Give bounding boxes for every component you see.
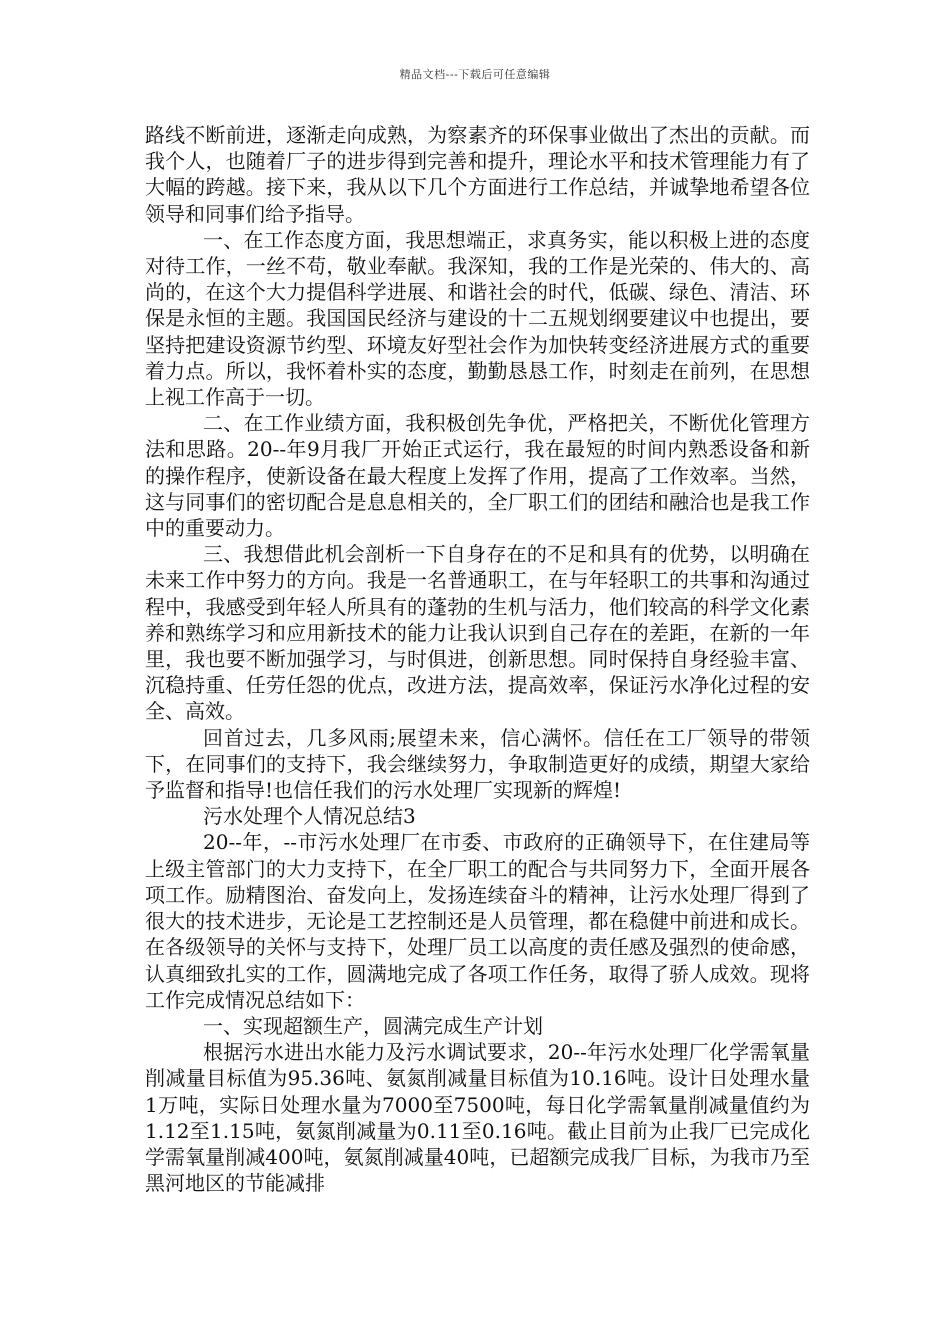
paragraph: 20--年，--市污水处理厂在市委、市政府的正确领导下，在住建局等上级主管部门的大力支持下，在全厂职工的配合与共同努力下，全面开展各项工作。励精图治、奋发向上，发扬连续奋斗的精神，让污水处理厂得到了很大的技术进步，无论是工艺控制还是人员管理，都在稳健中前进和成长。在各级领导的关怀与支持下，处理厂员工以高度的责任感及强烈的使命感，认真细致扎实的工作，圆满地完成了各项工作任务，取得了骄人成效。现将工作完成情况总结如下：: [145, 830, 810, 1012]
section-title: 污水处理个人情况总结3: [203, 804, 416, 829]
paragraph: 三、我想借此机会剖析一下自身存在的不足和具有的优势，以明确在未来工作中努力的方向。我是一名普通职工，在与年轻职工的共事和沟通过程中，我感受到年轻人所具有的蓬勃的生机与活力，他们较高的科学文化素养和熟练学习和应用新技术的能力让我认识到自己存在的差距，在新的一年里，我也要不断加强学习，与时俱进，创新思想。同时保持自身经验丰富、沉稳持重、任劳任怨的优点，改进方法，提高效率，保证污水净化过程的安全、高效。: [145, 542, 810, 724]
page-header: 精品文档---下载后可任意编辑: [399, 68, 551, 81]
section-heading: 一、实现超额生产，圆满完成生产计划: [203, 1013, 543, 1038]
paragraph: 根据污水进出水能力及污水调试要求，20--年污水处理厂化学需氧量削减量目标值为95.36吨、氨氮削减量目标值为10.16吨。设计日处理水量1万吨，实际日处理水量为7000至7500吨，每日化学需氧量削减量值约为1.12至1.15吨，氨氮削减量为0.11至0.16吨。截止目前为止我厂已完成化学需氧量削减400吨，氨氮削减量40吨，已超额完成我厂目标，为我市乃至黑河地区的节能减排: [145, 1040, 810, 1196]
document-body: [145, 122, 810, 1196]
paragraph: 二、在工作业绩方面，我积极创先争优，严格把关，不断优化管理方法和思路。20--年9月我厂开始正式运行，我在最短的时间内熟悉设备和新的操作程序，使新设备在最大程度上发挥了作用，提高了工作效率。当然，这与同事们的密切配合是息息相关的，全厂职工们的团结和融洽也是我工作中的重要动力。: [145, 411, 810, 541]
paragraph: 一、在工作态度方面，我思想端正，求真务实，能以积极上进的态度对待工作，一丝不苟，敬业奉献。我深知，我的工作是光荣的、伟大的、高尚的，在这个大力提倡科学进展、和谐社会的时代，低碳、绿色、清洁、环保是永恒的主题。我国国民经济与建设的十二五规划纲要建议中也提出，要坚持把建设资源节约型、环境友好型社会作为加快转变经济进展方式的重要着力点。所以，我怀着朴实的态度，勤勤恳恳工作，时刻走在前列，在思想上视工作高于一切。: [145, 227, 810, 410]
paragraph: 路线不断前进，逐渐走向成熟，为察素齐的环保事业做出了杰出的贡献。而我个人，也随着厂子的进步得到完善和提升，理论水平和技术管理能力有了大幅的跨越。接下来，我从以下几个方面进行工作总结，并诚挚地希望各位领导和同事们给予指导。: [145, 123, 810, 226]
paragraph: 回首过去，几多风雨;展望未来，信心满怀。信任在工厂领导的带领下，在同事们的支持下，我会继续努力，争取制造更好的成绩，期望大家给予监督和指导!也信任我们的污水处理厂实现新的辉煌!: [145, 725, 810, 803]
